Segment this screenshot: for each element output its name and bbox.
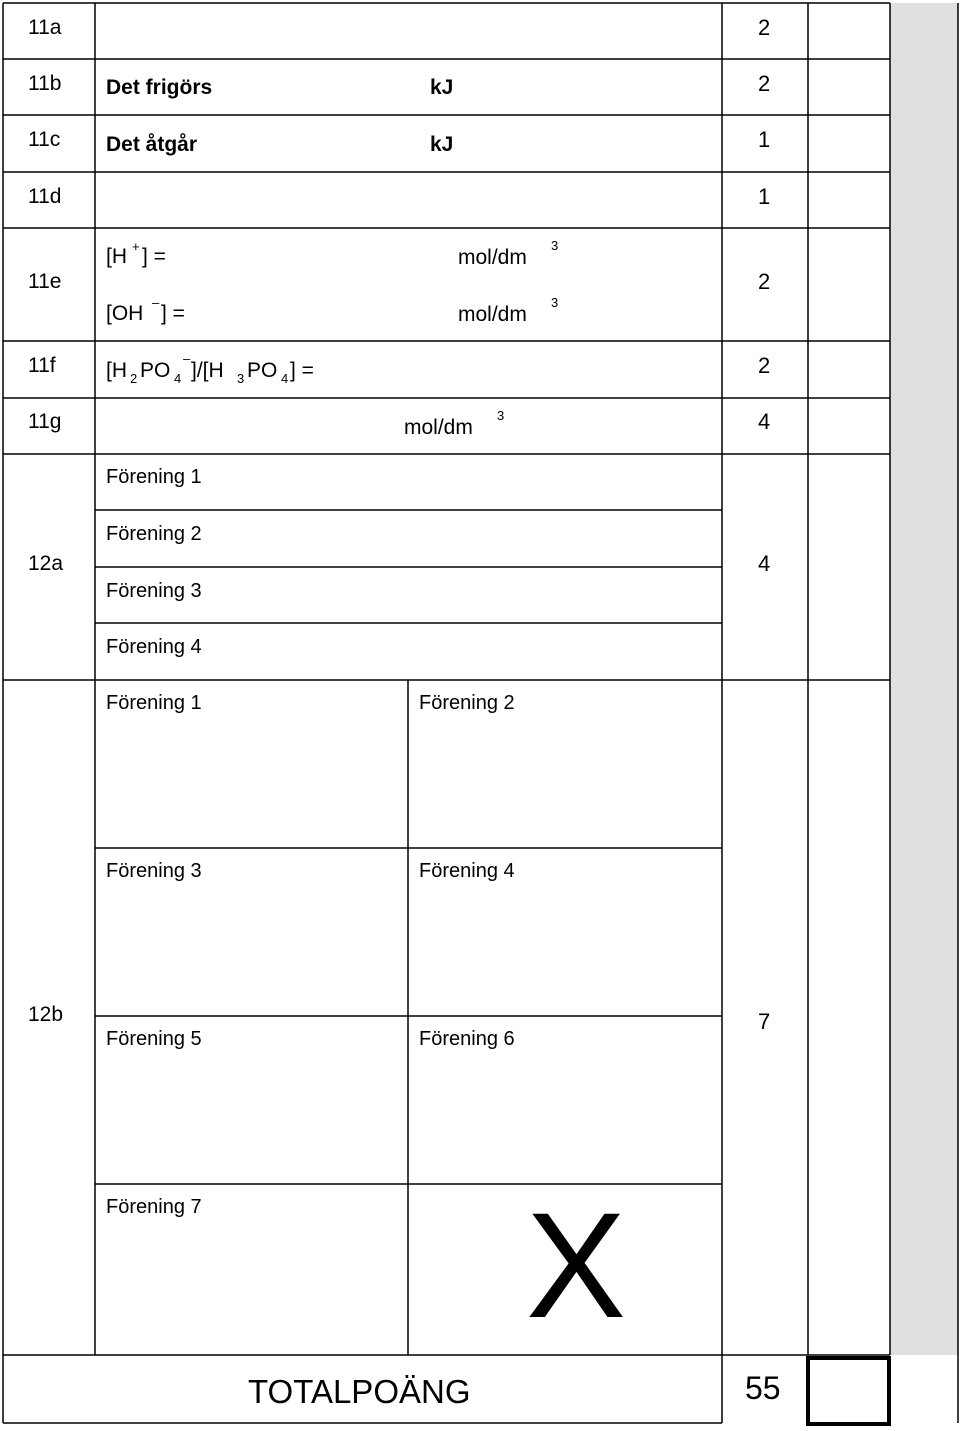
points-12a: 4	[758, 551, 771, 576]
12b-compound-6: Förening 6	[419, 1028, 515, 1050]
points-11g: 4	[758, 409, 771, 434]
h-conc-sup: +	[132, 239, 140, 254]
h-conc-open: [H	[106, 245, 127, 268]
oh-conc-sup: –	[152, 295, 160, 310]
h-conc-unit-sup: 3	[551, 238, 559, 253]
12a-compound-3: Förening 3	[106, 580, 202, 602]
unit-11c: kJ	[430, 133, 454, 156]
ratio-part-1: [H	[106, 359, 127, 382]
12a-compound-2: Förening 2	[106, 523, 202, 545]
ratio-part-2: PO	[140, 359, 171, 382]
oh-conc-open: [OH	[106, 302, 144, 325]
12b-compound-1: Förening 1	[106, 692, 202, 714]
h-conc-close: ] =	[142, 245, 166, 268]
text-11c: Det åtgår	[106, 133, 198, 156]
total-score-box[interactable]	[808, 1358, 889, 1424]
label-11g: 11g	[28, 410, 62, 433]
12b-compound-4: Förening 4	[419, 860, 515, 882]
points-11e: 2	[758, 269, 771, 294]
cross-mark-x: X	[526, 1181, 627, 1349]
ratio-part-3: ]/[H	[191, 359, 224, 382]
12b-compound-7: Förening 7	[106, 1196, 202, 1218]
unit-11g: mol/dm	[404, 416, 473, 439]
points-11f: 2	[758, 353, 771, 378]
label-11b: 11b	[28, 72, 62, 95]
oh-conc-unit-sup: 3	[551, 295, 559, 310]
ratio-part-4: PO	[247, 359, 278, 382]
label-11e: 11e	[28, 270, 62, 293]
unit-11b: kJ	[430, 76, 454, 99]
points-11c: 1	[758, 127, 771, 152]
points-11b: 2	[758, 71, 771, 96]
total-points: 55	[745, 1370, 781, 1406]
label-11d: 11d	[28, 185, 62, 208]
points-12b: 7	[758, 1009, 771, 1034]
12b-compound-3: Förening 3	[106, 860, 202, 882]
h-conc-unit: mol/dm	[458, 246, 527, 269]
ratio-sub-1: 2	[130, 371, 138, 386]
ratio-sup-2: –	[183, 351, 191, 366]
label-12b: 12b	[28, 1003, 64, 1026]
ratio-sub-4: 4	[281, 371, 289, 386]
text-11b: Det frigörs	[106, 76, 213, 99]
oh-conc-close: ] =	[161, 302, 185, 325]
ratio-sub-2: 4	[174, 371, 182, 386]
ratio-sub-3: 3	[237, 371, 245, 386]
label-11a: 11a	[28, 16, 62, 39]
label-11c: 11c	[28, 128, 61, 151]
points-11d: 1	[758, 184, 771, 209]
12a-compound-4: Förening 4	[106, 636, 202, 658]
points-11a: 2	[758, 15, 771, 40]
label-11f: 11f	[28, 354, 56, 377]
unit-11g-sup: 3	[497, 408, 505, 423]
oh-conc-unit: mol/dm	[458, 303, 527, 326]
total-label: TOTALPOÄNG	[248, 1373, 471, 1410]
ratio-part-5: ] =	[290, 359, 314, 382]
12a-compound-1: Förening 1	[106, 466, 202, 488]
label-12a: 12a	[28, 552, 64, 575]
12b-compound-5: Förening 5	[106, 1028, 202, 1050]
12b-compound-2: Förening 2	[419, 692, 515, 714]
grey-margin-column	[890, 3, 958, 1355]
